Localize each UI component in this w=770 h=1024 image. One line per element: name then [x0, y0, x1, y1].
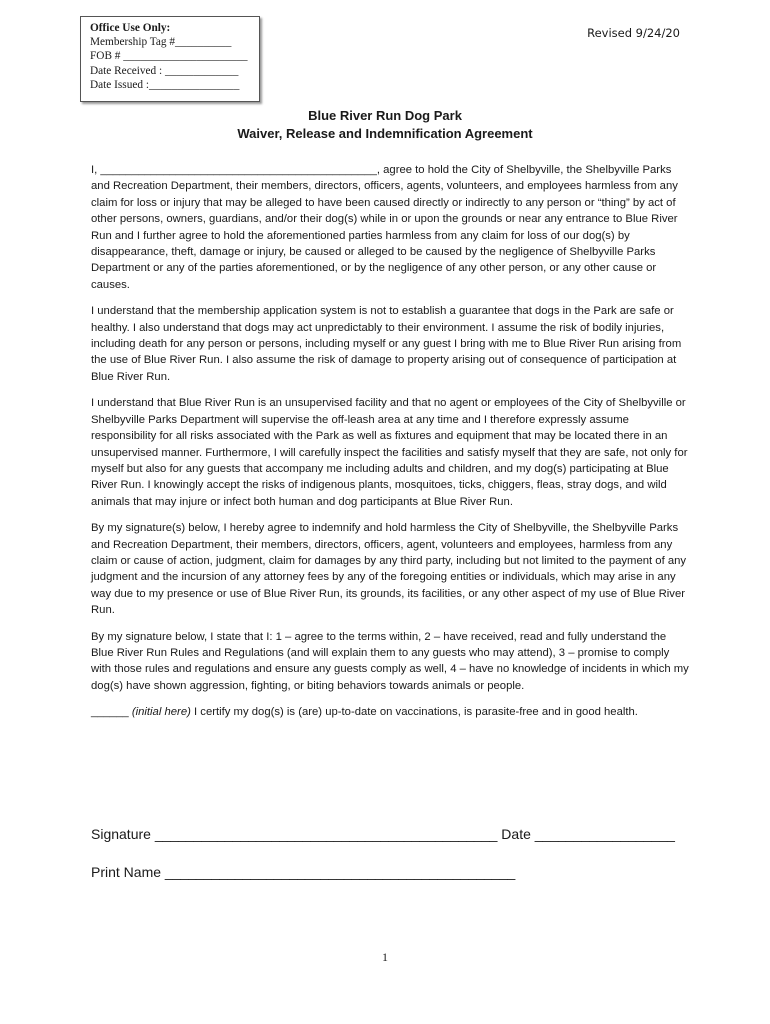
- paragraph-statements: By my signature below, I state that I: 1 – agree to the terms within, 2 – have received, read and fully understand the Blue River Run Rules and Regulations (and will explain them to any guests who may attend), 3 – promise to comply with those rules and regulations and ensure any guests comply as well, 4 – have no knowledge of incidents in which my dog(s) have shown aggression, fighting, or biting behaviors towards animals or people.: [91, 630, 689, 692]
- signature-date-line[interactable]: Signature ____________________________________________ Date __________________: [91, 826, 675, 842]
- document-title: Blue River Run Dog Park: [308, 108, 462, 123]
- paragraph-indemnify: By my signature(s) below, I hereby agree to indemnify and hold harmless the City of Shelbyville, the Shelbyville Parks and Recreation Department, their members, directors, officers, agent, volunteers and employees, harmless from any claim or cause of action, judgment, claim for damages by any third party, including but not limited to the payment of any judgment and the incursion of any attorney fees by any of the foregoing entities or individuals, which may arise in any way due to my presence or use of Blue River Run, its grounds, its facilities, or any other aspect of my use of Blue River Run.: [91, 522, 687, 617]
- revised-date: Revised 9/24/20: [587, 26, 680, 40]
- paragraph-hold-harmless: I, ____________________________________________, agree to hold the City of Shelbyville, the Shelbyville Parks and Recreation Department, their members, directors, officers, agents, volunteers, and employees harmless from any claim for loss or injury that may be alleged to have been caused directly or indirectly to any person or “thing” by act of other persons, owners, guardians, and/or their dog(s) while in or upon the grounds or near any entrance to Blue River Run and I further agree to hold the aforementioned parties harmless from any claim for loss of our dog(s) by disappearance, theft, damage or injury, be caused or alleged to be caused by the negligence of Shelbyville Parks Department or any of the parties aforementioned, or by the negligence of any other person, or any other cause or causes.: [91, 164, 678, 291]
- date-issued-line: Date Issued :________________: [90, 78, 240, 91]
- office-use-box: [80, 16, 260, 102]
- page-number: 1: [382, 950, 388, 964]
- paragraph-unsupervised: I understand that Blue River Run is an unsupervised facility and that no agent or employees of the City of Shelbyville or Shelbyville Parks Department will supervise the off-leash area at any time and I therefore expressly assume responsibility for all risks associated with the Park as well as fixtures and equipment that may be located there in an unsupervised manner. Furthermore, I will carefully inspect the facilities and satisfy myself that they are safe, not only for myself but also for any guests that accompany me including adults and children, and my dog(s) participating at Blue River Run. I knowingly accept the risks of indigenous plants, mosquitoes, ticks, chiggers, fleas, stray dogs, and wild animals that may injure or infect both human and dog participants at Blue River Run.: [91, 397, 688, 508]
- paragraph-initial-vaccination: [91, 704, 691, 720]
- office-use-heading: Office Use Only:: [90, 22, 171, 34]
- fob-line: FOB # ______________________: [90, 50, 248, 63]
- vaccination-statement: I certify my dog(s) is (are) up-to-date on vaccinations, is parasite-free and in good health.: [190, 706, 638, 719]
- agreement-body: [91, 162, 691, 731]
- date-received-line: Date Received : _____________: [90, 64, 239, 77]
- print-name-line[interactable]: Print Name _____________________________________________: [91, 864, 516, 880]
- paragraph-membership: I understand that the membership application system is not to establish a guarantee that dogs in the Park are safe or healthy. I also understand that dogs may act unpredictably to their environment. I assume the risk of bodily injuries, including death for any person or persons, including myself or any guest I bring with me to Blue River Run arising from the use of Blue River Run. I also assume the risk of damage to property arising out of consequence of participation at Blue River Run.: [91, 305, 682, 383]
- initial-here-label: (initial here): [131, 706, 191, 719]
- document-subtitle: Waiver, Release and Indemnification Agreement: [237, 126, 533, 141]
- initial-blank[interactable]: ______: [91, 706, 129, 719]
- membership-tag-line: Membership Tag #__________: [90, 36, 232, 49]
